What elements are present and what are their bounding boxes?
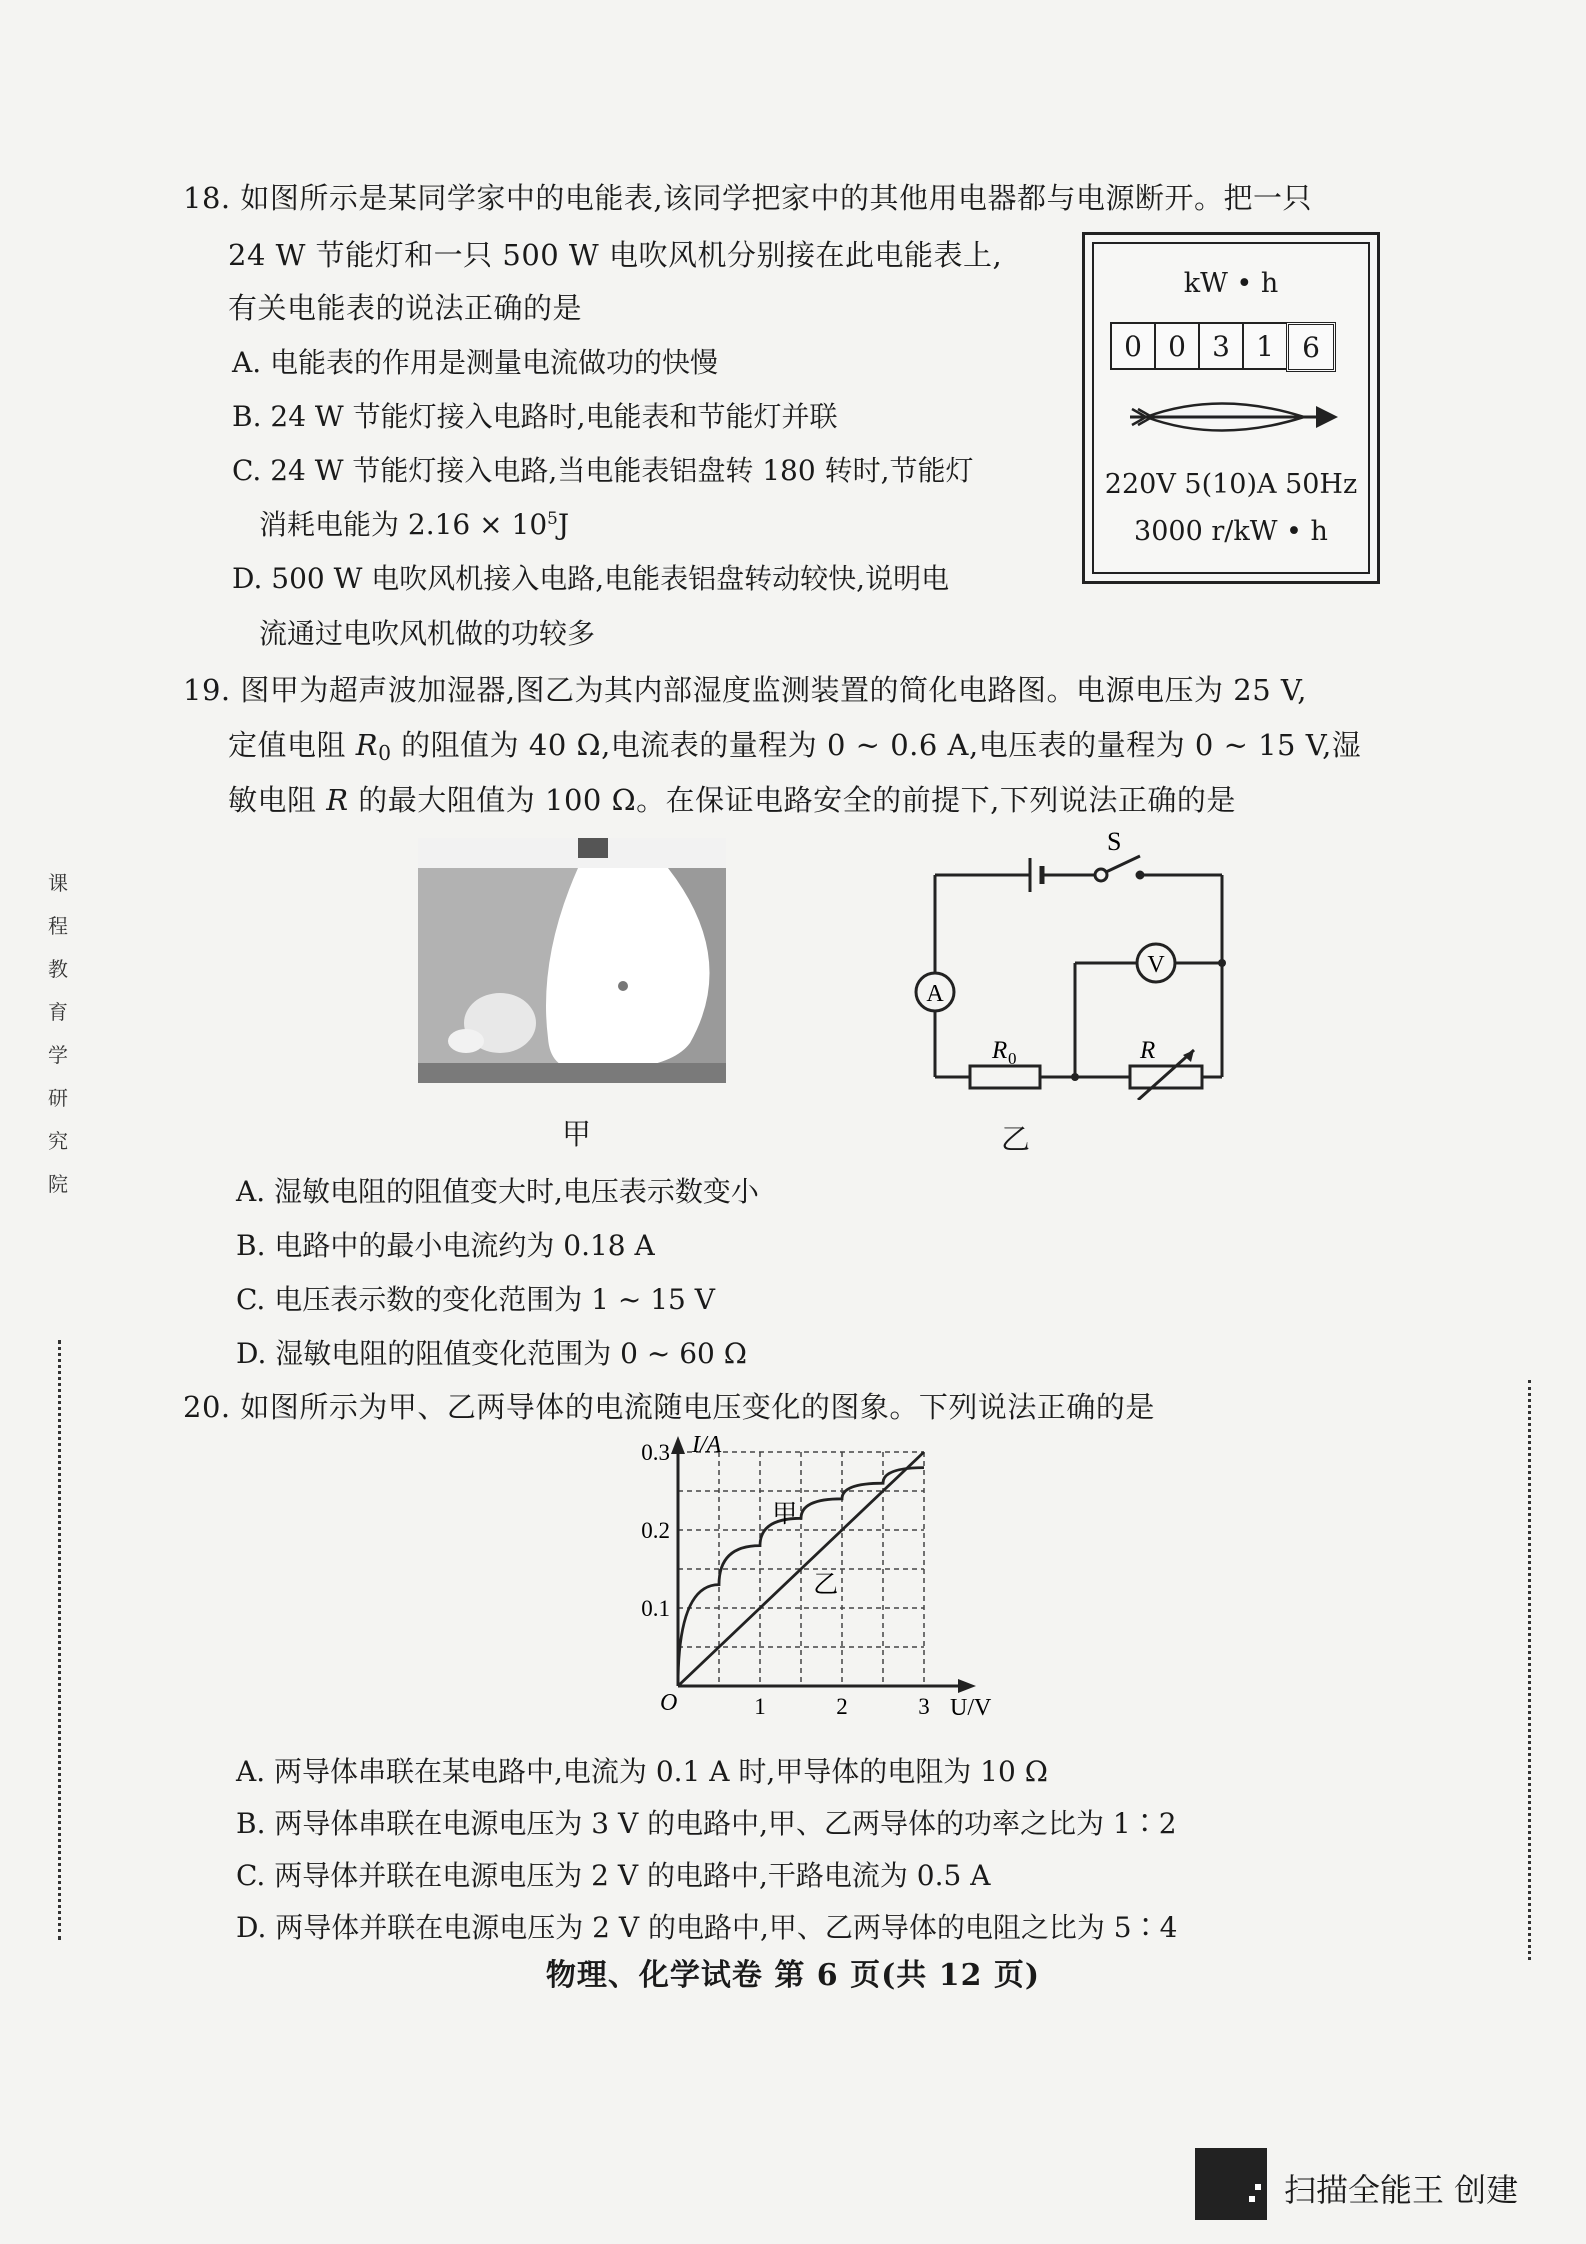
qr-module bbox=[1249, 2148, 1255, 2154]
qr-module bbox=[1207, 2172, 1213, 2178]
qr-module bbox=[1255, 2208, 1261, 2214]
qr-module bbox=[1195, 2214, 1201, 2220]
qr-module bbox=[1213, 2166, 1219, 2172]
qr-module bbox=[1231, 2214, 1237, 2220]
qr-module bbox=[1219, 2214, 1225, 2220]
qr-module bbox=[1249, 2202, 1255, 2208]
qr-module bbox=[1201, 2214, 1207, 2220]
qr-module bbox=[1261, 2178, 1267, 2184]
qr-module bbox=[1249, 2184, 1255, 2190]
qr-module bbox=[1243, 2196, 1249, 2202]
figure-a-label: 甲 bbox=[562, 1117, 592, 1151]
qr-module bbox=[1243, 2148, 1249, 2154]
margin-char: 课 bbox=[48, 871, 68, 895]
qr-module bbox=[1225, 2214, 1231, 2220]
qr-module bbox=[1201, 2178, 1207, 2184]
q19-option-a: A. 湿敏电阻的阻值变大时,电压表示数变小 bbox=[236, 1175, 759, 1208]
qr-module bbox=[1255, 2190, 1261, 2196]
q20-option-c: C. 两导体并联在电源电压为 2 V 的电路中,干路电流为 0.5 A bbox=[236, 1859, 991, 1892]
ammeter-label: A bbox=[926, 981, 944, 1007]
q20-option-d: D. 两导体并联在电源电压为 2 V 的电路中,甲、乙两导体的电阻之比为 5∶4 bbox=[236, 1911, 1178, 1944]
qr-module bbox=[1195, 2148, 1201, 2154]
qr-module bbox=[1237, 2166, 1243, 2172]
q20-stem: 20. 如图所示为甲、乙两导体的电流随电压变化的图象。下列说法正确的是 bbox=[183, 1390, 1155, 1424]
qr-module bbox=[1261, 2160, 1267, 2166]
meter-rating: 220V 5(10)A 50Hz bbox=[1104, 469, 1358, 500]
qr-module bbox=[1219, 2184, 1225, 2190]
energy-value: 消耗电能为 2.16 × 10 bbox=[259, 508, 548, 541]
q18-option-a: A. 电能表的作用是测量电流做功的快慢 bbox=[232, 346, 719, 379]
qr-module bbox=[1255, 2196, 1261, 2202]
q19-option-b: B. 电路中的最小电流约为 0.18 A bbox=[236, 1229, 655, 1262]
qr-module bbox=[1219, 2154, 1225, 2160]
qr-module bbox=[1231, 2160, 1237, 2166]
qr-module bbox=[1201, 2190, 1207, 2196]
qr-module bbox=[1213, 2208, 1219, 2214]
qr-module bbox=[1237, 2172, 1243, 2178]
binding-dotted-line-right bbox=[1528, 1380, 1535, 1960]
qr-module bbox=[1207, 2184, 1213, 2190]
qr-module bbox=[1225, 2196, 1231, 2202]
qr-module bbox=[1243, 2172, 1249, 2178]
qr-module bbox=[1195, 2160, 1201, 2166]
q18-stem-line2: 24 W 节能灯和一只 500 W 电吹风机分别接在此电能表上, bbox=[228, 238, 1003, 272]
r0-subscript: 0 bbox=[1008, 1049, 1017, 1068]
qr-module bbox=[1261, 2208, 1267, 2214]
meter-digit-window bbox=[1112, 322, 1336, 368]
text: 定值电阻 bbox=[228, 728, 356, 762]
margin-char: 院 bbox=[48, 1172, 68, 1196]
q18-option-c-line2 bbox=[259, 503, 569, 543]
x-tick-label: 1 bbox=[754, 1694, 766, 1719]
qr-module bbox=[1237, 2184, 1243, 2190]
r0-label: R bbox=[992, 1037, 1008, 1064]
q19-option-c: C. 电压表示数的变化范围为 1 ~ 15 V bbox=[236, 1283, 715, 1316]
qr-module bbox=[1261, 2148, 1267, 2154]
qr-module bbox=[1243, 2202, 1249, 2208]
qr-module bbox=[1213, 2184, 1219, 2190]
qr-module bbox=[1225, 2178, 1231, 2184]
qr-module bbox=[1195, 2166, 1201, 2172]
qr-module bbox=[1207, 2190, 1213, 2196]
qr-module bbox=[1219, 2196, 1225, 2202]
qr-module bbox=[1201, 2166, 1207, 2172]
circuit-diagram bbox=[900, 830, 1250, 1100]
qr-module bbox=[1225, 2202, 1231, 2208]
qr-module bbox=[1231, 2178, 1237, 2184]
qr-module bbox=[1219, 2178, 1225, 2184]
q18-option-b: B. 24 W 节能灯接入电路时,电能表和节能灯并联 bbox=[232, 400, 838, 433]
qr-module bbox=[1213, 2160, 1219, 2166]
energy-exponent: 5 bbox=[547, 507, 558, 528]
q19-stem-line2 bbox=[228, 723, 1361, 765]
q20-option-a: A. 两导体串联在某电路中,电流为 0.1 A 时,甲导体的电阻为 10 Ω bbox=[236, 1755, 1048, 1788]
r-label: R bbox=[1140, 1037, 1156, 1064]
meter-constant: 3000 r/kW • h bbox=[1134, 516, 1328, 547]
margin-char: 学 bbox=[48, 1043, 68, 1067]
meter-digit: 0 bbox=[1110, 322, 1156, 370]
q18-option-d-line1: D. 500 W 电吹风机接入电路,电能表铝盘转动较快,说明电 bbox=[232, 562, 950, 595]
qr-module bbox=[1243, 2160, 1249, 2166]
qr-module bbox=[1219, 2148, 1225, 2154]
qr-module bbox=[1243, 2214, 1249, 2220]
qr-module bbox=[1255, 2160, 1261, 2166]
qr-module bbox=[1249, 2166, 1255, 2172]
text: 的阻值为 40 Ω,电流表的量程为 0 ~ 0.6 A,电压表的量程为 0 ~ 15 V,湿 bbox=[391, 728, 1362, 762]
text: 的最大阻值为 100 Ω。在保证电路安全的前提下,下列说法正确的是 bbox=[348, 783, 1236, 817]
qr-module bbox=[1243, 2166, 1249, 2172]
q18-stem-line3: 有关电能表的说法正确的是 bbox=[228, 291, 583, 325]
qr-module bbox=[1243, 2178, 1249, 2184]
qr-module bbox=[1225, 2190, 1231, 2196]
meter-unit: kW • h bbox=[1183, 268, 1279, 299]
figure-b-label: 乙 bbox=[1001, 1122, 1031, 1156]
x-axis-label: U/V bbox=[950, 1695, 992, 1721]
qr-module bbox=[1213, 2148, 1219, 2154]
meter-digit-decimal: 6 bbox=[1286, 322, 1336, 372]
qr-module bbox=[1243, 2190, 1249, 2196]
qr-module bbox=[1207, 2196, 1213, 2202]
qr-module bbox=[1225, 2166, 1231, 2172]
qr-module bbox=[1231, 2184, 1237, 2190]
electric-meter-figure bbox=[1082, 232, 1380, 584]
q18-option-c-line1: C. 24 W 节能灯接入电路,当电能表铝盘转 180 转时,节能灯 bbox=[232, 454, 974, 487]
q19-stem-line3 bbox=[228, 778, 1236, 819]
switch-label: S bbox=[1107, 830, 1122, 856]
qr-module bbox=[1249, 2190, 1255, 2196]
margin-char: 究 bbox=[48, 1129, 68, 1153]
y-tick-label: 0.2 bbox=[641, 1518, 670, 1543]
qr-module bbox=[1225, 2160, 1231, 2166]
qr-module bbox=[1231, 2154, 1237, 2160]
qr-module bbox=[1255, 2154, 1261, 2160]
qr-module bbox=[1195, 2172, 1201, 2178]
y-axis-label bbox=[691, 1432, 722, 1458]
qr-module bbox=[1237, 2148, 1243, 2154]
qr-module bbox=[1249, 2178, 1255, 2184]
y-axis-label-text: I/A bbox=[692, 1432, 722, 1458]
qr-module bbox=[1237, 2154, 1243, 2160]
qr-module bbox=[1213, 2172, 1219, 2178]
current-voltage-chart bbox=[620, 1430, 1020, 1730]
qr-module bbox=[1195, 2184, 1201, 2190]
qr-module bbox=[1261, 2184, 1267, 2190]
qr-module bbox=[1231, 2172, 1237, 2178]
symbol-r: R bbox=[355, 728, 379, 762]
qr-module bbox=[1261, 2172, 1267, 2178]
qr-module bbox=[1219, 2202, 1225, 2208]
qr-module bbox=[1201, 2160, 1207, 2166]
meter-digit: 3 bbox=[1198, 322, 1244, 370]
margin-vertical-text bbox=[48, 862, 70, 1206]
qr-module bbox=[1249, 2160, 1255, 2166]
qr-module bbox=[1261, 2202, 1267, 2208]
margin-char: 教 bbox=[48, 957, 68, 981]
qr-module bbox=[1261, 2214, 1267, 2220]
binding-dotted-line-left bbox=[58, 1340, 65, 1940]
qr-module bbox=[1207, 2208, 1213, 2214]
qr-module bbox=[1219, 2172, 1225, 2178]
qr-module bbox=[1249, 2214, 1255, 2220]
qr-module bbox=[1213, 2190, 1219, 2196]
qr-module bbox=[1195, 2202, 1201, 2208]
qr-module bbox=[1225, 2148, 1231, 2154]
qr-module bbox=[1201, 2154, 1207, 2160]
qr-module bbox=[1195, 2196, 1201, 2202]
humidifier-photo bbox=[418, 838, 726, 1083]
qr-module bbox=[1261, 2196, 1267, 2202]
qr-module bbox=[1237, 2208, 1243, 2214]
q19-option-d: D. 湿敏电阻的阻值变化范围为 0 ~ 60 Ω bbox=[236, 1337, 747, 1370]
margin-char: 程 bbox=[48, 914, 68, 938]
qr-module bbox=[1207, 2148, 1213, 2154]
qr-module bbox=[1225, 2172, 1231, 2178]
margin-char: 研 bbox=[48, 1086, 68, 1110]
qr-module bbox=[1195, 2178, 1201, 2184]
page-footer: 物理、化学试卷 第 6 页(共 12 页) bbox=[545, 1958, 1041, 1993]
meter-digit: 1 bbox=[1242, 322, 1288, 370]
qr-module bbox=[1201, 2184, 1207, 2190]
qr-module bbox=[1237, 2160, 1243, 2166]
qr-module bbox=[1261, 2190, 1267, 2196]
y-tick-label: 0.1 bbox=[641, 1596, 670, 1621]
qr-module bbox=[1219, 2208, 1225, 2214]
qr-module bbox=[1237, 2178, 1243, 2184]
qr-module bbox=[1255, 2178, 1261, 2184]
qr-module bbox=[1255, 2148, 1261, 2154]
qr-module bbox=[1249, 2208, 1255, 2214]
qr-module bbox=[1261, 2166, 1267, 2172]
qr-module bbox=[1243, 2154, 1249, 2160]
qr-module bbox=[1201, 2196, 1207, 2202]
qr-module bbox=[1207, 2166, 1213, 2172]
qr-module bbox=[1237, 2196, 1243, 2202]
qr-module bbox=[1225, 2208, 1231, 2214]
energy-unit: J bbox=[557, 508, 570, 541]
qr-module bbox=[1207, 2202, 1213, 2208]
q19-stem-line1: 19. 图甲为超声波加湿器,图乙为其内部湿度监测装置的简化电路图。电源电压为 25 V, bbox=[183, 673, 1307, 707]
qr-module bbox=[1243, 2208, 1249, 2214]
qr-module bbox=[1195, 2154, 1201, 2160]
x-tick-label: 3 bbox=[918, 1694, 930, 1719]
meter-digit: 0 bbox=[1154, 322, 1200, 370]
qr-module bbox=[1201, 2148, 1207, 2154]
q20-option-b: B. 两导体串联在电源电压为 3 V 的电路中,甲、乙两导体的功率之比为 1∶2 bbox=[236, 1807, 1177, 1840]
qr-module bbox=[1237, 2214, 1243, 2220]
qr-module bbox=[1213, 2154, 1219, 2160]
chart-axes bbox=[671, 1436, 976, 1693]
qr-module bbox=[1249, 2172, 1255, 2178]
series-label: 甲 bbox=[772, 1499, 798, 1529]
q18-option-d-line2: 流通过电吹风机做的功较多 bbox=[259, 617, 596, 650]
symbol-r: R bbox=[326, 783, 349, 817]
qr-module bbox=[1255, 2166, 1261, 2172]
qr-module bbox=[1231, 2196, 1237, 2202]
margin-char: 育 bbox=[48, 1000, 68, 1024]
meter-disc-arrow-icon bbox=[1124, 392, 1354, 442]
qr-module bbox=[1231, 2202, 1237, 2208]
y-tick-label: 0.3 bbox=[641, 1440, 670, 1465]
qr-module bbox=[1213, 2178, 1219, 2184]
qr-module bbox=[1231, 2148, 1237, 2154]
x-tick-label: 2 bbox=[836, 1694, 848, 1719]
qr-module bbox=[1213, 2214, 1219, 2220]
qr-module bbox=[1201, 2208, 1207, 2214]
qr-module bbox=[1201, 2202, 1207, 2208]
qr-module bbox=[1207, 2178, 1213, 2184]
qr-module bbox=[1207, 2154, 1213, 2160]
qr-module bbox=[1243, 2184, 1249, 2190]
qr-module bbox=[1195, 2208, 1201, 2214]
qr-module bbox=[1261, 2154, 1267, 2160]
qr-module bbox=[1207, 2214, 1213, 2220]
qr-module bbox=[1219, 2190, 1225, 2196]
text: 敏电阻 bbox=[228, 783, 327, 817]
qr-module bbox=[1237, 2190, 1243, 2196]
qr-module bbox=[1237, 2202, 1243, 2208]
qr-module bbox=[1231, 2166, 1237, 2172]
scanner-watermark: 扫描全能王 创建 bbox=[1284, 2171, 1519, 2209]
qr-module bbox=[1255, 2214, 1261, 2220]
qr-module bbox=[1255, 2172, 1261, 2178]
series-label: 乙 bbox=[813, 1569, 839, 1599]
voltmeter-label: V bbox=[1147, 952, 1165, 978]
qr-module bbox=[1225, 2184, 1231, 2190]
qr-module bbox=[1219, 2160, 1225, 2166]
origin-label: O bbox=[660, 1690, 678, 1716]
qr-code-icon bbox=[1195, 2148, 1267, 2220]
qr-module bbox=[1225, 2154, 1231, 2160]
qr-module bbox=[1231, 2208, 1237, 2214]
qr-module bbox=[1255, 2202, 1261, 2208]
qr-module bbox=[1231, 2190, 1237, 2196]
qr-module bbox=[1249, 2154, 1255, 2160]
q18-stem-line1: 18. 如图所示是某同学家中的电能表,该同学把家中的其他用电器都与电源断开。把一只 bbox=[183, 181, 1313, 215]
qr-module bbox=[1219, 2166, 1225, 2172]
qr-module bbox=[1195, 2190, 1201, 2196]
symbol-subscript: 0 bbox=[378, 741, 392, 766]
qr-module bbox=[1213, 2202, 1219, 2208]
qr-module bbox=[1207, 2160, 1213, 2166]
qr-module bbox=[1201, 2172, 1207, 2178]
qr-module bbox=[1213, 2196, 1219, 2202]
